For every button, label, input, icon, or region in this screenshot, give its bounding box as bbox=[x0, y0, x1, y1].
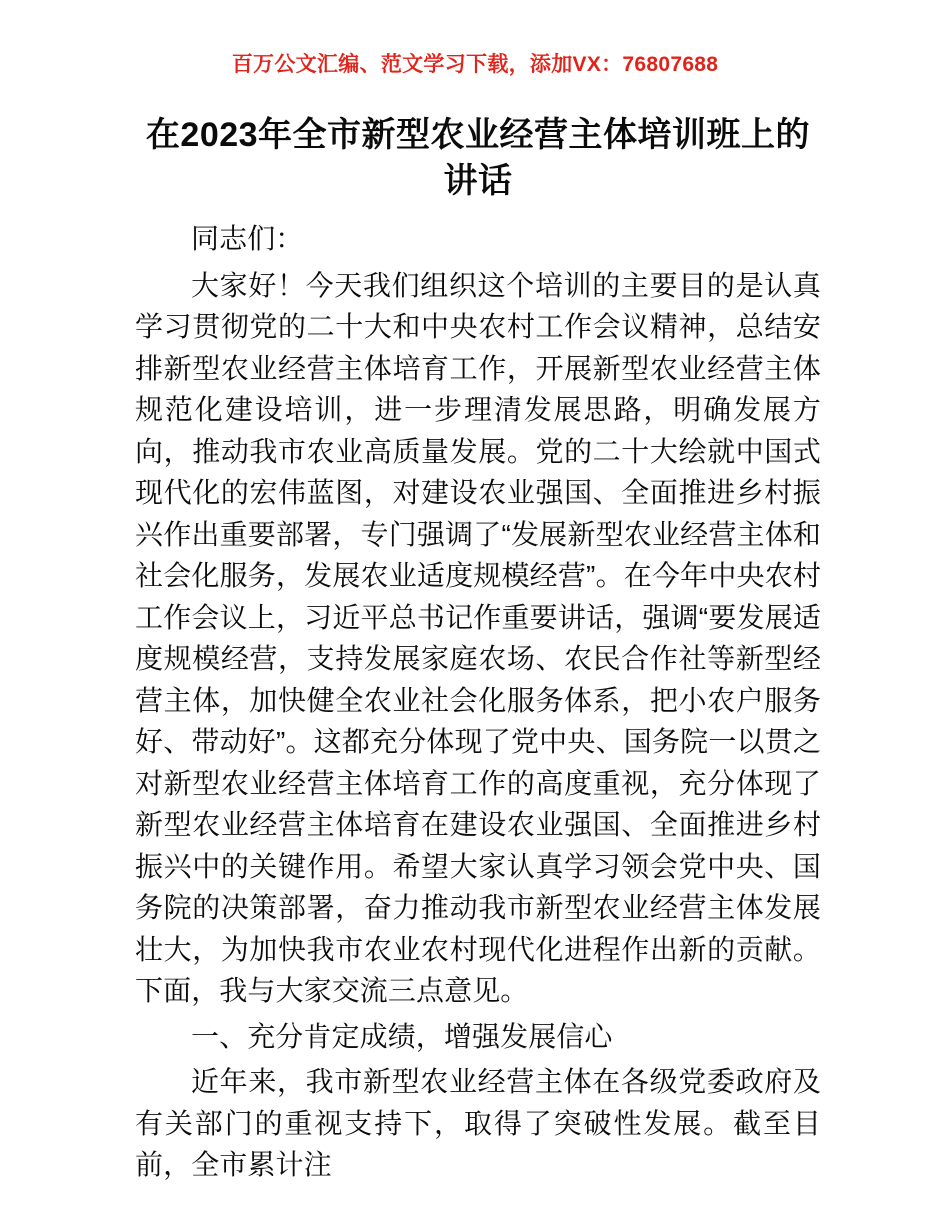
document-text-column bbox=[135, 112, 821, 1186]
paragraph-section-one-body: 近年来，我市新型农业经营主体在各级党委政府及有关部门的重视支持下，取得了突破性发展。截至目前，全市累计注 bbox=[135, 1066, 821, 1180]
document-title: 在2023年全市新型农业经营主体培训班上的讲话 bbox=[145, 116, 811, 200]
paragraph-greeting: 同志们： bbox=[191, 223, 304, 254]
section-heading-one: 一、充分肯定成绩，增强发展信心 bbox=[191, 1020, 613, 1052]
promo-watermark-text: 百万公文汇编、范文学习下载，添加VX：76807688 bbox=[231, 53, 719, 76]
paragraph-opening: 大家好！今天我们组织这个培训的主要目的是认真学习贯彻党的二十大和中央农村工作会议精神，总结安排新型农业经营主体培育工作，开展新型农业经营主体规范化建设培训，进一步理清发展思路，明确发展方向，推动我市农业高质量发展。党的二十大绘就中国式现代化的宏伟蓝图，对建设农业强国、全面推进乡村振兴作出重要部署，专门强调了“发展新型农业经营主体和社会化服务，发展农业适度规模经营”。在今年中央农村工作会议上，习近平总书记作重要讲话，强调“要发展适度规模经营，支持发展家庭农场、农民合作社等新型经营主体，加快健全农业社会化服务体系，把小农户服务好、带动好”。这都充分体现了党中央、国务院一以贯之对新型农业经营主体培育工作的高度重视，充分体现了新型农业经营主体培育在建设农业强国、全面推进乡村振兴中的关键作用。希望大家认真学习领会党中央、国务院的决策部署，奋力推动我市新型农业经营主体发展壮大，为加快我市农业农村现代化进程作出新的贡献。下面，我与大家交流三点意见。 bbox=[135, 269, 821, 1006]
